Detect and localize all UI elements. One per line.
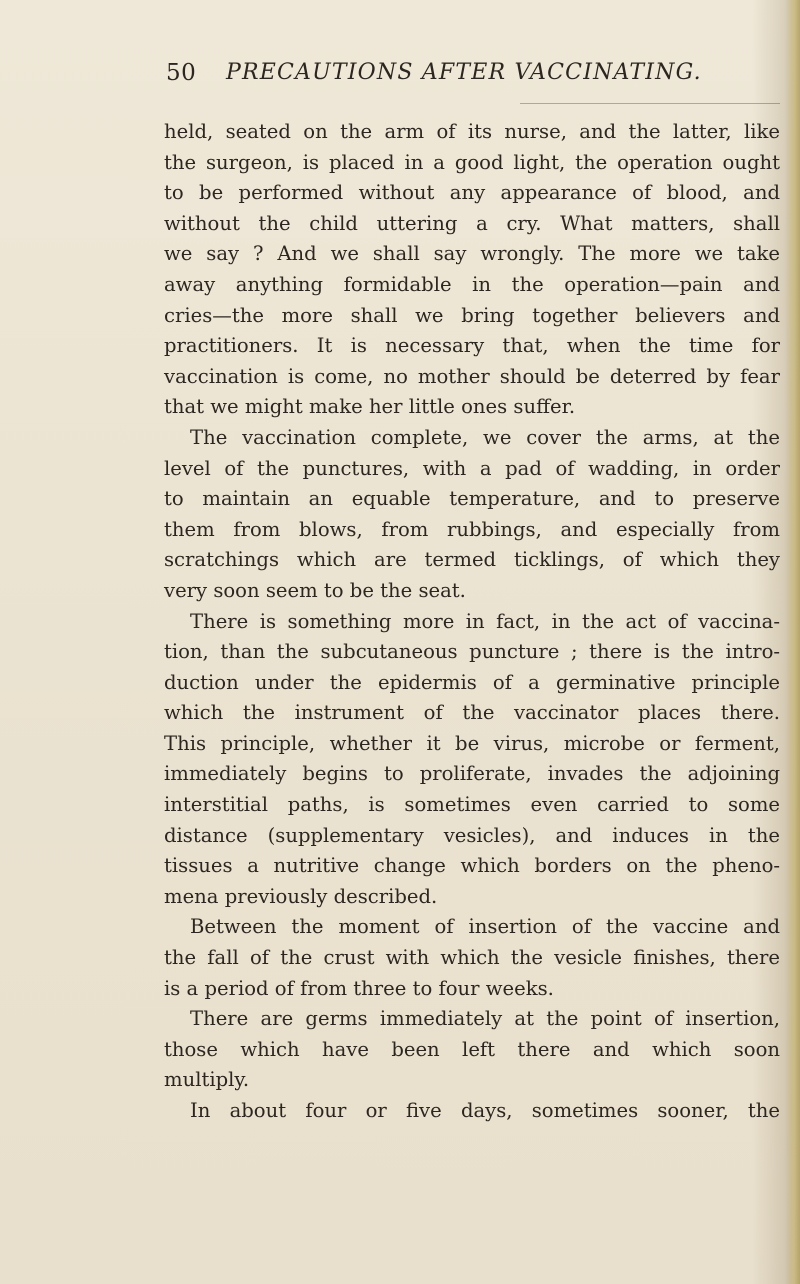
text-line: is a period of from three to four weeks. bbox=[164, 976, 554, 1000]
text-line: practitioners. It is necessary that, when the time for bbox=[164, 334, 780, 358]
text-line: them from blows, from rubbings, and especially from bbox=[164, 517, 780, 541]
text-line: There are germs immediately at the point of insertion, bbox=[190, 1007, 780, 1031]
body-text bbox=[164, 117, 780, 1127]
text-line: In about four or five days, sometimes sooner, the bbox=[190, 1099, 780, 1122]
text-line: which the instrument of the vaccinator places there. bbox=[164, 701, 780, 725]
page-header bbox=[166, 60, 726, 92]
text-line: level of the punctures, with a pad of wadding, in order bbox=[164, 456, 780, 480]
text-line: vaccination is come, no mother should be deterred by fear bbox=[164, 364, 780, 388]
text-line: There is something more in fact, in the act of vaccina- bbox=[190, 609, 780, 633]
text-line: Between the moment of insertion of the vaccine and bbox=[190, 915, 780, 939]
text-line: This principle, whether it be virus, microbe or ferment, bbox=[164, 731, 780, 755]
text-line: we say ? And we shall say wrongly. The more we take bbox=[164, 242, 780, 266]
text-line: those which have been left there and which soon bbox=[164, 1037, 780, 1061]
running-title: PRECAUTIONS AFTER VACCINATING. bbox=[226, 60, 702, 85]
text-line: cries—the more shall we bring together believers and bbox=[164, 303, 780, 327]
text-line: immediately begins to proliferate, invades the adjoining bbox=[164, 762, 780, 786]
page-number: 50 bbox=[166, 60, 197, 86]
text-line: duction under the epidermis of a germinative principle bbox=[164, 670, 780, 694]
header-rule bbox=[520, 103, 780, 104]
text-line: the fall of the crust with which the vesicle finishes, there bbox=[164, 946, 780, 970]
text-line: very soon seem to be the seat. bbox=[164, 578, 466, 602]
text-line: without the child uttering a cry. What matters, shall bbox=[164, 211, 780, 235]
text-line: to be performed without any appearance of blood, and bbox=[164, 181, 780, 205]
text-line: that we might make her little ones suffer. bbox=[164, 395, 576, 419]
text-line: the surgeon, is placed in a good light, the operation ought bbox=[164, 150, 780, 174]
text-line: held, seated on the arm of its nurse, and the latter, like bbox=[164, 120, 780, 143]
text-line: scratchings which are termed ticklings, of which they bbox=[164, 548, 780, 572]
text-line: interstitial paths, is sometimes even carried to some bbox=[164, 793, 780, 817]
text-line: The vaccination complete, we cover the arms, at the bbox=[190, 425, 780, 449]
text-line: away anything formidable in the operation—pain and bbox=[164, 272, 780, 296]
text-line: distance (supplementary vesicles), and induces in the bbox=[164, 823, 780, 847]
text-line: mena previously described. bbox=[164, 884, 438, 908]
text-line: multiply. bbox=[164, 1068, 250, 1092]
text-line: to maintain an equable temperature, and to preserve bbox=[164, 487, 780, 511]
page-edge bbox=[786, 0, 800, 1284]
text-line: tissues a nutritive change which borders on the pheno- bbox=[164, 854, 780, 878]
text-line: tion, than the subcutaneous puncture ; there is the intro- bbox=[164, 640, 780, 664]
